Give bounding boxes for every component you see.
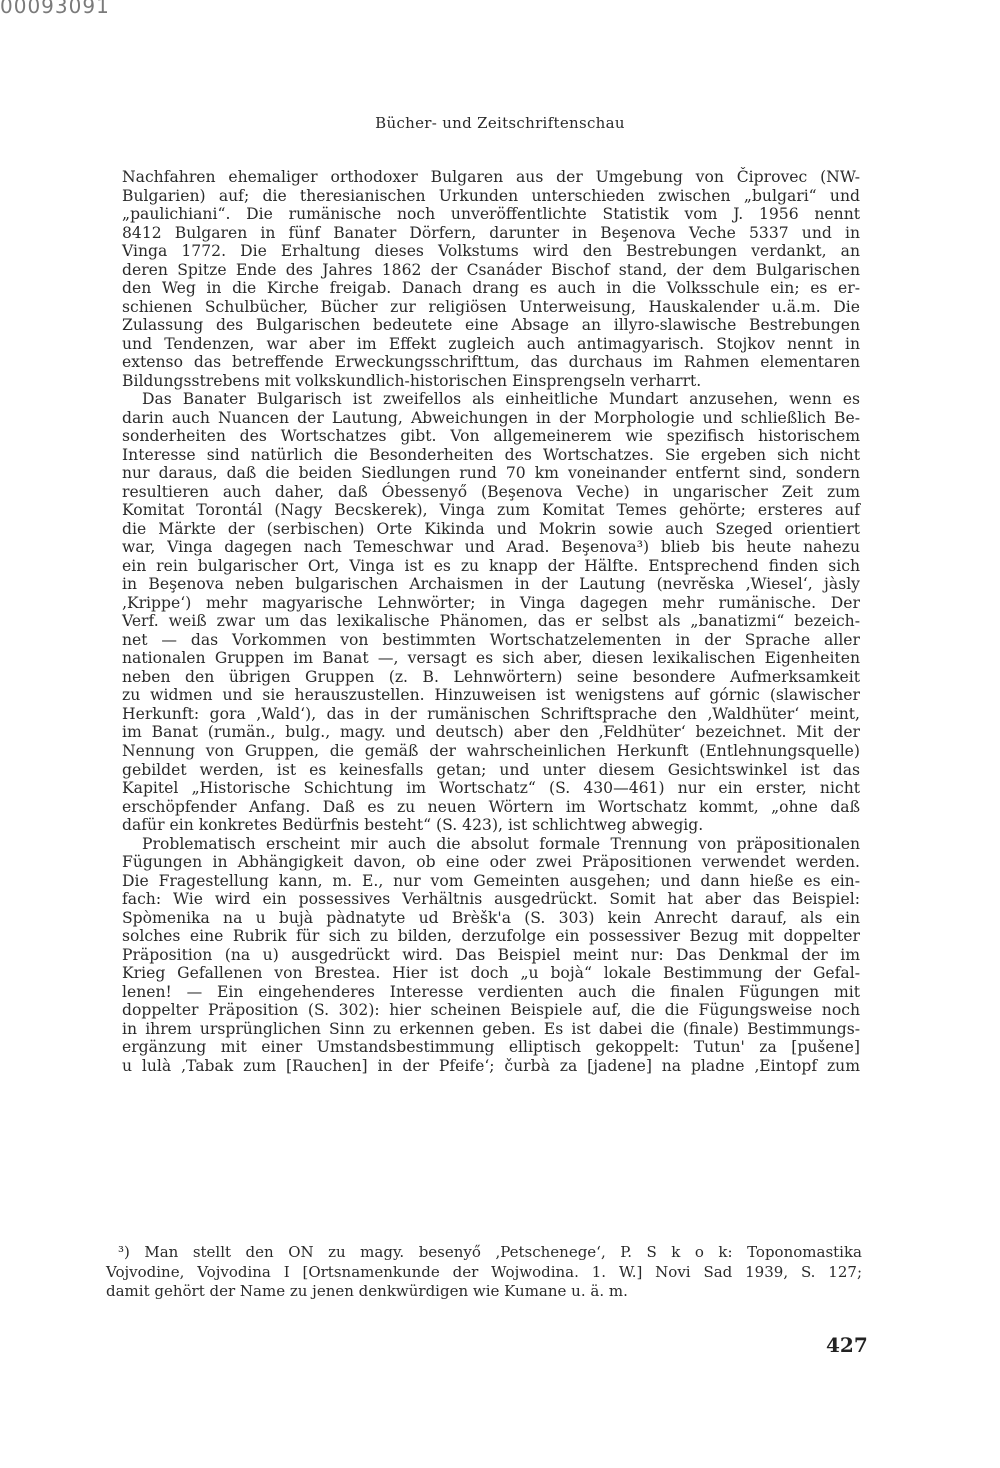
- text-line: die Märkte der (serbischen) Orte Kikinda und Mokrin sowie auch Szeged orientiert: [122, 519, 860, 538]
- text-line: nationalen Gruppen im Banat —, versagt es sich aber, diesen lexikalischen Eigenheiten: [122, 649, 860, 668]
- text-line: Das Banater Bulgarisch ist zweifellos als einheitliche Mundart anzusehen, wenn es: [142, 390, 860, 409]
- footnotes: [106, 1243, 862, 1302]
- text-line: nur daraus, daß die beiden Siedlungen rund 70 km voneinander entfernt sind, sondern: [122, 464, 860, 483]
- text-line: darin auch Nuancen der Lautung, Abweichungen in der Morphologie und schließlich Be-: [122, 408, 860, 427]
- text-line: in ihrem ursprünglichen Sinn zu erkennen geben. Es ist dabei die (finale) Bestimmungs-: [122, 1019, 860, 1038]
- text-line: u lulà ‚Tabak zum [Rauchen] in der Pfeife‘; čurbà za [jadene] na pladne ‚Eintopf zum: [122, 1056, 860, 1075]
- text-line: Präposition (na u) ausgedrückt wird. Das Beispiel meint nur: Das Denkmal der im: [122, 945, 860, 964]
- text-line: Nachfahren ehemaliger orthodoxer Bulgaren aus der Umgebung von Čiprovec (NW-: [122, 168, 860, 186]
- text-line: Nennung von Gruppen, die gemäß der wahrscheinlichen Herkunft (Entlehnungsquelle): [122, 741, 860, 760]
- text-line: Interesse sind natürlich die Besonderheiten des Wortschatzes. Sie ergeben sich nicht: [122, 445, 860, 464]
- text-line: Problematisch erscheint mir auch die absolut formale Trennung von präpositionalen: [142, 834, 860, 853]
- text-line: neben den übrigen Gruppen (z. B. Lehnwörtern) seine besondere Aufmerksamkeit: [122, 667, 860, 686]
- text-line: Herkunft: gora ‚Wald‘), das in der rumänischen Schriftsprache den ‚Waldhüter‘ meint,: [122, 704, 860, 723]
- text-line: doppelter Präposition (S. 302): hier scheinen Beispiele auf, die die Fügungsweise noch: [122, 1001, 860, 1020]
- page-number: 427: [826, 1333, 868, 1357]
- text-line: 8412 Bulgaren in fünf Banater Dörfern, darunter in Beşenova Veche 5337 und in: [122, 223, 860, 242]
- text-line: Die Fragestellung kann, m. E., nur vom Gemeinten ausgehen; und dann hieße es ein-: [122, 871, 860, 890]
- text-line: sonderheiten des Wortschatzes gibt. Von allgemeinerem wie spezifisch historischem: [122, 427, 860, 446]
- body-text: [122, 168, 860, 1075]
- text-line: in Beşenova neben bulgarischen Archaismen in der Lautung (nevrĕska ‚Wiesel‘, jàsly: [122, 575, 860, 594]
- text-line: resultieren auch daher, daß Óbessenyő (Beşenova Veche) in ungarischer Zeit zum: [122, 482, 860, 501]
- text-line: extenso das betreffende Erweckungsschrifttum, das durchaus im Rahmen elementaren: [122, 353, 860, 372]
- text-line: ergänzung mit einer Umstandsbestimmung elliptisch gekoppelt: Tutun' za [pušene]: [122, 1038, 860, 1057]
- text-line: Komitat Torontál (Nagy Becskerek), Vinga zum Komitat Temes gehörte; ersteres auf: [122, 501, 860, 520]
- text-line: Vinga 1772. Die Erhaltung dieses Volkstums wird den Bestrebungen verdankt, an: [122, 242, 860, 261]
- text-line: deren Spitze Ende des Jahres 1862 der Csanáder Bischof stand, der dem Bulgarischen: [122, 260, 860, 279]
- text-line: und Tendenzen, war aber im Effekt zugleich auch antimagyarisch. Stojkov nennt in: [122, 334, 860, 353]
- scan-id-label: 00093091: [0, 0, 110, 18]
- footnote-line: ³) Man stellt den ON zu magy. besenyő ‚Petschenege‘, P. S k o k: Toponomastika: [118, 1243, 862, 1261]
- text-line: Fügungen in Abhängigkeit davon, ob eine oder zwei Präpositionen verwendet werden.: [122, 853, 860, 872]
- text-line: net — das Vorkommen von bestimmten Wortschatzelementen in der Sprache aller: [122, 630, 860, 649]
- text-line: ein rein bulgarischer Ort, Vinga ist es zu knapp der Hälfte. Entsprechend finden sich: [122, 556, 860, 575]
- running-head: Bücher- und Zeitschriftenschau: [375, 114, 625, 132]
- text-line: solches eine Rubrik für sich zu bilden, derzufolge ein possessiver Bezug mit doppelter: [122, 927, 860, 946]
- text-line: den Weg in die Kirche freigab. Danach drang es auch in die Volksschule ein; es er-: [122, 279, 860, 298]
- text-line: gebildet werden, ist es keinesfalls getan; und unter diesem Gesichtswinkel ist das: [122, 760, 860, 779]
- footnote-line: damit gehört der Name zu jenen denkwürdigen wie Kumane u. ä. m.: [106, 1282, 628, 1300]
- text-line: Bulgarien) auf; die theresianischen Urkunden unterschieden zwischen „bulgari“ und: [122, 186, 860, 205]
- text-line: Verf. weiß zwar um das lexikalische Phänomen, das er selbst als „banatizmi“ bezeich-: [122, 612, 860, 631]
- footnote-line: Vojvodine, Vojvodina I [Ortsnamenkunde der Wojwodina. 1. W.] Novi Sad 1939, S. 127;: [106, 1262, 862, 1281]
- text-line: Krieg Gefallenen von Brestea. Hier ist doch „u bojà“ lokale Bestimmung der Gefal-: [122, 964, 860, 983]
- text-line: fach: Wie wird ein possessives Verhältnis ausgedrückt. Somit hat aber das Beispiel:: [122, 890, 860, 909]
- text-line: war, Vinga dagegen nach Temeschwar und Arad. Beşenova³) blieb bis heute nahezu: [122, 538, 860, 557]
- text-line: Zulassung des Bulgarischen bedeutete eine Absage an illyro-slawische Bestrebungen: [122, 316, 860, 335]
- text-line: lenen! — Ein eingehenderes Interesse verdienten auch die finalen Fügungen mit: [122, 982, 860, 1001]
- text-line: „paulichiani“. Die rumänische noch unveröffentlichte Statistik vom J. 1956 nennt: [122, 205, 860, 224]
- text-line: Spòmenika na u bujà pàdnatyte ud Brèšk'a (S. 303) kein Anrecht darauf, als ein: [122, 908, 860, 927]
- text-line: Bildungsstrebens mit volkskundlich-historischen Einsprengseln verharrt.: [122, 371, 702, 390]
- text-line: schienen Schulbücher, Bücher zur religiösen Unterweisung, Hauskalender u.ä.m. Die: [122, 297, 860, 316]
- text-line: zu widmen und sie herauszustellen. Hinzuweisen ist wenigstens auf górnic (slawischer: [122, 686, 860, 705]
- text-line: dafür ein konkretes Bedürfnis besteht“ (S. 423), ist schlichtweg abwegig.: [122, 816, 704, 835]
- text-line: Kapitel „Historische Schichtung im Wortschatz“ (S. 430—461) nur ein erster, nicht: [122, 779, 860, 798]
- text-line: erschöpfender Anfang. Daß es zu neuen Wörtern im Wortschatz kommt, „ohne daß: [122, 797, 860, 816]
- text-line: im Banat (rumän., bulg., magy. und deutsch) aber den ‚Feldhüter‘ bezeichnet. Mit der: [122, 723, 860, 742]
- text-line: ‚Krippe‘) mehr magyarische Lehnwörter; in Vinga dagegen mehr rumänische. Der: [122, 593, 860, 612]
